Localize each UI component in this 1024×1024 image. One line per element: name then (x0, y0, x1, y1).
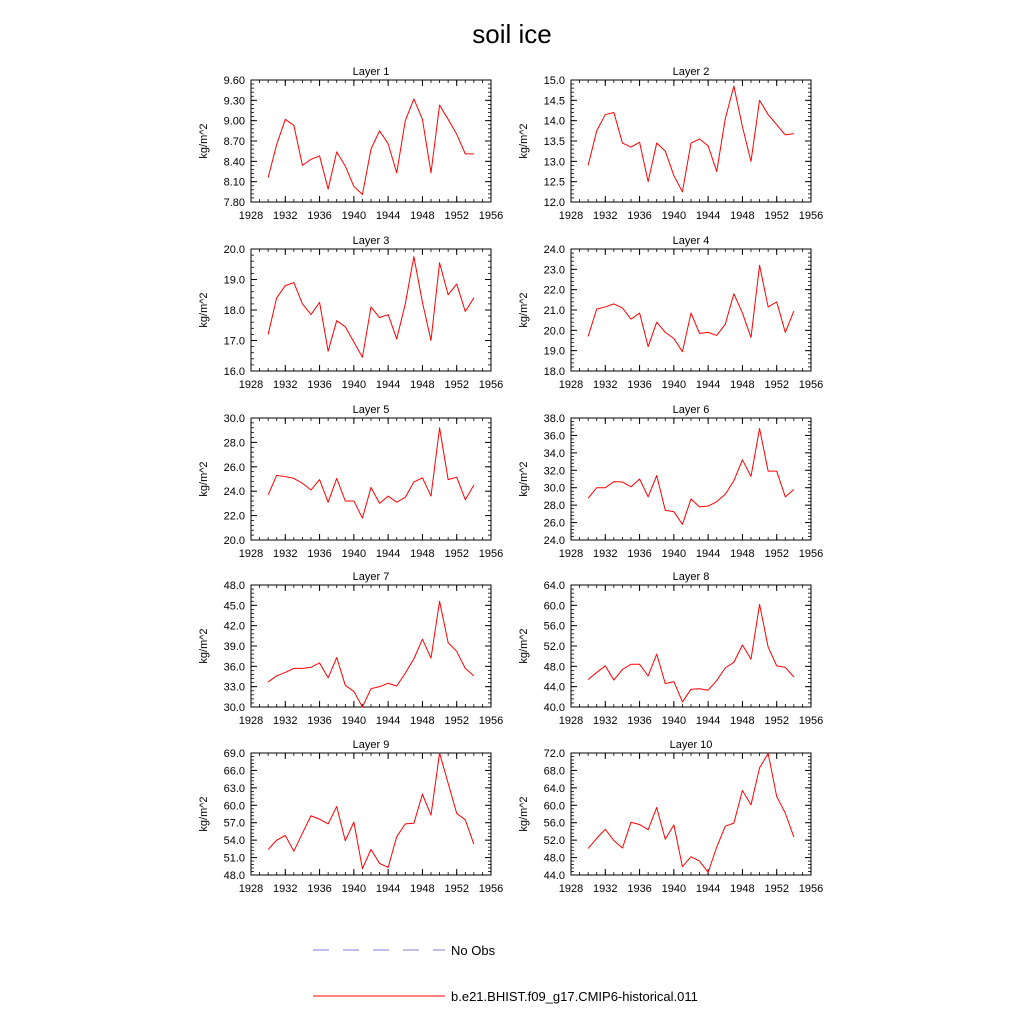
x-tick-label: 1928 (558, 715, 584, 727)
y-tick-label: 20.0 (543, 325, 565, 338)
series-line (268, 99, 474, 195)
panel-title: Layer 2 (672, 66, 710, 78)
x-tick-label: 1944 (695, 379, 721, 391)
y-tick-label: 48.0 (223, 580, 245, 592)
y-axis-label: kg/m^2 (518, 123, 530, 159)
x-tick-label: 1932 (273, 715, 298, 727)
panel-layer-4 (518, 235, 823, 391)
x-tick-label: 1940 (661, 548, 687, 560)
x-tick-label: 1928 (238, 715, 264, 727)
x-tick-label: 1956 (798, 883, 824, 895)
x-tick-label: 1936 (307, 548, 332, 560)
y-tick-label: 32.0 (543, 465, 565, 478)
x-tick-label: 1948 (410, 210, 435, 222)
y-tick-label: 28.0 (543, 500, 565, 513)
x-tick-label: 1956 (478, 548, 504, 560)
x-tick-label: 1936 (627, 379, 652, 391)
y-tick-label: 38.0 (543, 413, 565, 425)
panel-title: Layer 7 (352, 571, 390, 583)
y-axis-label: kg/m^2 (518, 292, 530, 328)
y-tick-label: 20.0 (223, 535, 245, 547)
x-tick-label: 1948 (410, 715, 435, 727)
y-tick-label: 30.0 (223, 413, 245, 425)
x-tick-label: 1948 (730, 883, 755, 895)
x-tick-label: 1936 (307, 379, 332, 391)
y-tick-label: 26.0 (543, 517, 565, 530)
panel-layer-7 (198, 571, 503, 727)
y-tick-label: 14.0 (543, 115, 565, 128)
x-tick-label: 1956 (798, 379, 824, 391)
x-tick-label: 1936 (627, 210, 652, 222)
x-tick-label: 1932 (273, 883, 298, 895)
y-axis-label: kg/m^2 (198, 461, 210, 497)
y-tick-label: 8.40 (223, 156, 245, 169)
x-tick-label: 1952 (444, 548, 469, 560)
series-line (588, 604, 794, 702)
y-tick-label: 69.0 (223, 748, 245, 760)
x-tick-label: 1948 (410, 379, 435, 391)
y-tick-label: 57.0 (223, 817, 245, 830)
y-tick-label: 39.0 (223, 641, 245, 653)
x-tick-label: 1952 (764, 379, 789, 391)
x-tick-label: 1940 (341, 210, 367, 222)
panel-title: Layer 10 (669, 739, 713, 751)
y-tick-label: 30.0 (543, 482, 565, 495)
y-tick-label: 18.0 (223, 305, 245, 317)
plot-frame (251, 418, 491, 540)
y-tick-label: 17.0 (223, 335, 245, 348)
y-tick-label: 18.0 (543, 366, 565, 378)
series-line (588, 428, 794, 524)
panel-layer-6 (518, 404, 823, 560)
y-tick-label: 64.0 (543, 580, 565, 592)
y-tick-label: 24.0 (543, 244, 565, 256)
y-tick-label: 56.0 (543, 817, 565, 830)
panel-layer-5 (198, 404, 503, 560)
plot-frame (571, 249, 811, 371)
y-tick-label: 44.0 (543, 870, 565, 882)
y-axis-label: kg/m^2 (518, 628, 530, 664)
y-tick-label: 12.0 (543, 197, 565, 209)
x-tick-label: 1944 (375, 715, 401, 727)
series-line (268, 753, 474, 869)
y-tick-label: 48.0 (543, 852, 565, 865)
x-tick-label: 1932 (593, 548, 618, 560)
x-tick-label: 1940 (341, 379, 367, 391)
x-tick-label: 1940 (661, 210, 687, 222)
x-tick-label: 1948 (730, 715, 755, 727)
y-tick-label: 44.0 (543, 681, 565, 694)
y-tick-label: 26.0 (223, 461, 245, 474)
x-tick-label: 1956 (478, 883, 504, 895)
y-tick-label: 48.0 (543, 661, 565, 674)
x-tick-label: 1928 (238, 379, 264, 391)
y-tick-label: 33.0 (223, 681, 245, 694)
x-tick-label: 1956 (798, 548, 824, 560)
panel-title: Layer 9 (352, 739, 390, 751)
panel-layer-8 (518, 571, 823, 727)
legend-label-no-obs: No Obs (451, 943, 496, 958)
panels (198, 66, 823, 895)
y-tick-label: 60.0 (543, 600, 565, 613)
y-tick-label: 52.0 (543, 835, 565, 848)
y-axis-label: kg/m^2 (518, 461, 530, 497)
y-axis-label: kg/m^2 (518, 796, 530, 832)
legend (313, 943, 698, 1004)
plot-frame (571, 418, 811, 540)
x-tick-label: 1928 (238, 548, 264, 560)
x-tick-label: 1936 (307, 883, 332, 895)
y-tick-label: 66.0 (223, 765, 245, 778)
x-tick-label: 1948 (410, 883, 435, 895)
x-tick-label: 1940 (341, 548, 367, 560)
y-tick-label: 19.0 (223, 274, 245, 287)
y-tick-label: 13.5 (543, 136, 565, 148)
x-tick-label: 1936 (627, 715, 652, 727)
y-tick-label: 24.0 (223, 486, 245, 499)
plot-frame (571, 585, 811, 707)
y-tick-label: 16.0 (223, 366, 245, 378)
plot-frame (251, 249, 491, 371)
x-tick-label: 1928 (558, 210, 584, 222)
y-tick-label: 7.80 (223, 197, 245, 209)
y-tick-label: 72.0 (543, 748, 565, 760)
series-line (268, 601, 474, 707)
y-tick-label: 60.0 (543, 800, 565, 813)
x-tick-label: 1952 (444, 210, 469, 222)
y-tick-label: 52.0 (543, 641, 565, 653)
x-tick-label: 1944 (695, 548, 721, 560)
x-tick-label: 1940 (341, 883, 367, 895)
y-tick-label: 51.0 (223, 852, 245, 865)
y-tick-label: 9.30 (223, 95, 245, 108)
x-tick-label: 1928 (238, 883, 264, 895)
x-tick-label: 1932 (273, 379, 298, 391)
y-tick-label: 9.60 (223, 75, 245, 87)
series-line (588, 265, 794, 351)
y-tick-label: 42.0 (223, 620, 245, 633)
x-tick-label: 1944 (695, 210, 721, 222)
y-tick-label: 34.0 (543, 447, 565, 460)
y-tick-label: 40.0 (543, 702, 565, 714)
y-tick-label: 64.0 (543, 782, 565, 795)
y-tick-label: 54.0 (223, 835, 245, 848)
x-tick-label: 1948 (730, 379, 755, 391)
y-axis-label: kg/m^2 (198, 628, 210, 664)
y-tick-label: 28.0 (223, 437, 245, 450)
x-tick-label: 1940 (341, 715, 367, 727)
x-tick-label: 1932 (273, 210, 298, 222)
x-tick-label: 1948 (730, 548, 755, 560)
x-tick-label: 1956 (798, 715, 824, 727)
y-axis-label: kg/m^2 (198, 796, 210, 832)
panel-title: Layer 1 (352, 66, 390, 78)
y-tick-label: 63.0 (223, 782, 245, 795)
x-tick-label: 1928 (558, 883, 584, 895)
x-tick-label: 1936 (627, 548, 652, 560)
x-tick-label: 1936 (307, 715, 332, 727)
x-tick-label: 1952 (764, 715, 789, 727)
panel-title: Layer 6 (672, 404, 710, 416)
x-tick-label: 1928 (558, 548, 584, 560)
panel-layer-3 (198, 235, 503, 391)
y-axis-label: kg/m^2 (198, 292, 210, 328)
y-tick-label: 24.0 (543, 535, 565, 547)
panel-title: Layer 3 (352, 235, 390, 247)
panel-title: Layer 5 (352, 404, 390, 416)
x-tick-label: 1932 (593, 883, 618, 895)
x-tick-label: 1928 (558, 379, 584, 391)
x-tick-label: 1944 (375, 883, 401, 895)
panel-title: Layer 8 (672, 571, 710, 583)
y-tick-label: 12.5 (543, 176, 565, 189)
x-tick-label: 1948 (410, 548, 435, 560)
x-tick-label: 1956 (798, 210, 824, 222)
panel-layer-2 (518, 66, 823, 222)
y-tick-label: 14.5 (543, 95, 565, 108)
x-tick-label: 1940 (661, 379, 687, 391)
y-tick-label: 21.0 (543, 305, 565, 317)
figure-title: soil ice (472, 19, 552, 49)
y-tick-label: 23.0 (543, 264, 565, 277)
panel-layer-9 (198, 739, 503, 895)
x-tick-label: 1956 (478, 210, 504, 222)
y-tick-label: 45.0 (223, 600, 245, 613)
x-tick-label: 1936 (627, 883, 652, 895)
x-tick-label: 1940 (661, 715, 687, 727)
series-line (588, 86, 794, 192)
x-tick-label: 1956 (478, 379, 504, 391)
x-tick-label: 1944 (375, 548, 401, 560)
y-tick-label: 36.0 (223, 661, 245, 674)
y-tick-label: 20.0 (223, 244, 245, 256)
panel-layer-10 (518, 739, 823, 895)
x-tick-label: 1928 (238, 210, 264, 222)
x-tick-label: 1944 (695, 883, 721, 895)
y-tick-label: 22.0 (543, 284, 565, 297)
x-tick-label: 1952 (764, 883, 789, 895)
series-line (268, 428, 474, 518)
y-tick-label: 36.0 (543, 430, 565, 443)
x-tick-label: 1952 (444, 379, 469, 391)
plot-frame (251, 80, 491, 202)
x-tick-label: 1932 (593, 379, 618, 391)
y-tick-label: 68.0 (543, 765, 565, 778)
plot-frame (571, 80, 811, 202)
legend-label-model: b.e21.BHIST.f09_g17.CMIP6-historical.011 (451, 989, 698, 1004)
x-tick-label: 1944 (375, 379, 401, 391)
y-axis-label: kg/m^2 (198, 123, 210, 159)
y-tick-label: 15.0 (543, 75, 565, 87)
x-tick-label: 1940 (661, 883, 687, 895)
x-tick-label: 1952 (444, 883, 469, 895)
y-tick-label: 60.0 (223, 800, 245, 813)
x-tick-label: 1932 (593, 715, 618, 727)
y-tick-label: 22.0 (223, 510, 245, 523)
panel-layer-1 (198, 66, 503, 222)
x-tick-label: 1944 (375, 210, 401, 222)
x-tick-label: 1956 (478, 715, 504, 727)
y-tick-label: 30.0 (223, 702, 245, 714)
y-tick-label: 13.0 (543, 156, 565, 169)
y-tick-label: 56.0 (543, 620, 565, 633)
x-tick-label: 1952 (764, 210, 789, 222)
series-line (268, 257, 474, 358)
x-tick-label: 1952 (444, 715, 469, 727)
x-tick-label: 1936 (307, 210, 332, 222)
x-tick-label: 1952 (764, 548, 789, 560)
y-tick-label: 8.70 (223, 136, 245, 148)
y-tick-label: 8.10 (223, 176, 245, 189)
y-tick-label: 48.0 (223, 870, 245, 882)
y-tick-label: 9.00 (223, 115, 245, 128)
x-tick-label: 1948 (730, 210, 755, 222)
plot-frame (251, 753, 491, 875)
x-tick-label: 1932 (273, 548, 298, 560)
x-tick-label: 1944 (695, 715, 721, 727)
y-tick-label: 19.0 (543, 345, 565, 358)
x-tick-label: 1932 (593, 210, 618, 222)
series-line (588, 753, 794, 872)
panel-title: Layer 4 (672, 235, 710, 247)
